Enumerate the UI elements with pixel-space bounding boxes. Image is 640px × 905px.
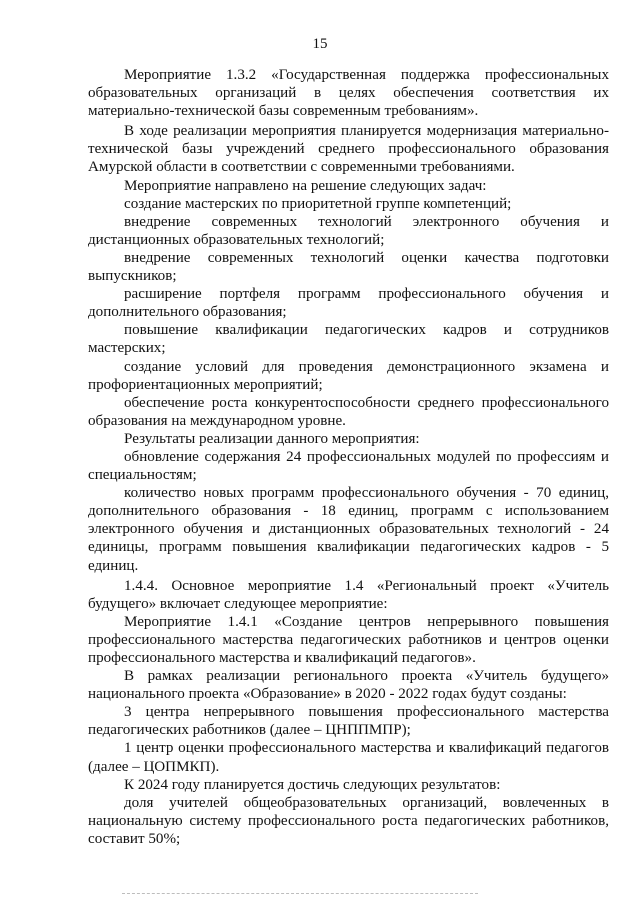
list-item: доля учителей общеобразовательных организаций, вовлеченных в национальную систему профессионального роста педагогических работников, составит 50%;: [88, 794, 609, 847]
list-item: создание мастерских по приоритетной группе компетенций;: [124, 195, 512, 212]
list-item: создание условий для проведения демонстрационного экзамена и профориентационных мероприятий;: [88, 358, 609, 393]
paragraph: Мероприятие 1.4.1 «Создание центров непрерывного повышения профессионального мастерства педагогических работников и центров оценки профессионального мастерства и квалификаций педагогов».: [88, 613, 609, 666]
list-item: 3 центра непрерывного повышения профессионального мастерства педагогических работников (далее – ЦНППМПР);: [88, 704, 609, 739]
paragraph: К 2024 году планируется достичь следующих результатов:: [124, 776, 501, 793]
list-item: повышение квалификации педагогических кадров и сотрудников мастерских;: [88, 322, 609, 357]
paragraph: В рамках реализации регионального проекта «Учитель будущего» национального проекта «Образование» в 2020 - 2022 годах будут созданы:: [88, 668, 609, 703]
paragraph: В ходе реализации мероприятия планируется модернизация материально-технической базы учреждений среднего профессионального образования Амурской области в соответствии с современными требованиями.: [88, 123, 609, 176]
scan-footer-line: [122, 893, 478, 894]
list-item: расширение портфеля программ профессионального обучения и дополнительного образования;: [88, 286, 609, 321]
list-item: количество новых программ профессионального обучения - 70 единиц, дополнительного образования - 18 единиц, программ с использованием электронного обучения и дистанционных образовательных технологий - 24 единицы, программ повышения квалификации педагогических кадров - 5 единиц.: [88, 485, 609, 574]
list-item: внедрение современных технологий оценки качества подготовки выпускников;: [88, 249, 609, 285]
paragraph: Мероприятие направлено на решение следующих задач:: [124, 177, 487, 194]
paragraph: Мероприятие 1.3.2 «Государственная поддержка профессиональных образовательных организаций в целях обеспечения соответствия их материально-технической базы современным требованиям».: [88, 67, 609, 120]
document-body: [88, 66, 609, 848]
list-item: обеспечение роста конкурентоспособности среднего профессионального образования на международном уровне.: [88, 394, 609, 429]
list-item: 1 центр оценки профессионального мастерства и квалификаций педагогов (далее – ЦОПМКП).: [88, 740, 609, 775]
paragraph: Результаты реализации данного мероприятия:: [124, 430, 420, 447]
list-item: обновление содержания 24 профессиональных модулей по профессиям и специальностям;: [88, 448, 609, 484]
section-paragraph: 1.4.4. Основное мероприятие 1.4 «Региональный проект «Учитель будущего» включает следующее мероприятие:: [88, 577, 609, 612]
list-item: внедрение современных технологий электронного обучения и дистанционных образовательных технологий;: [88, 213, 609, 248]
page-number: 15: [312, 36, 328, 52]
